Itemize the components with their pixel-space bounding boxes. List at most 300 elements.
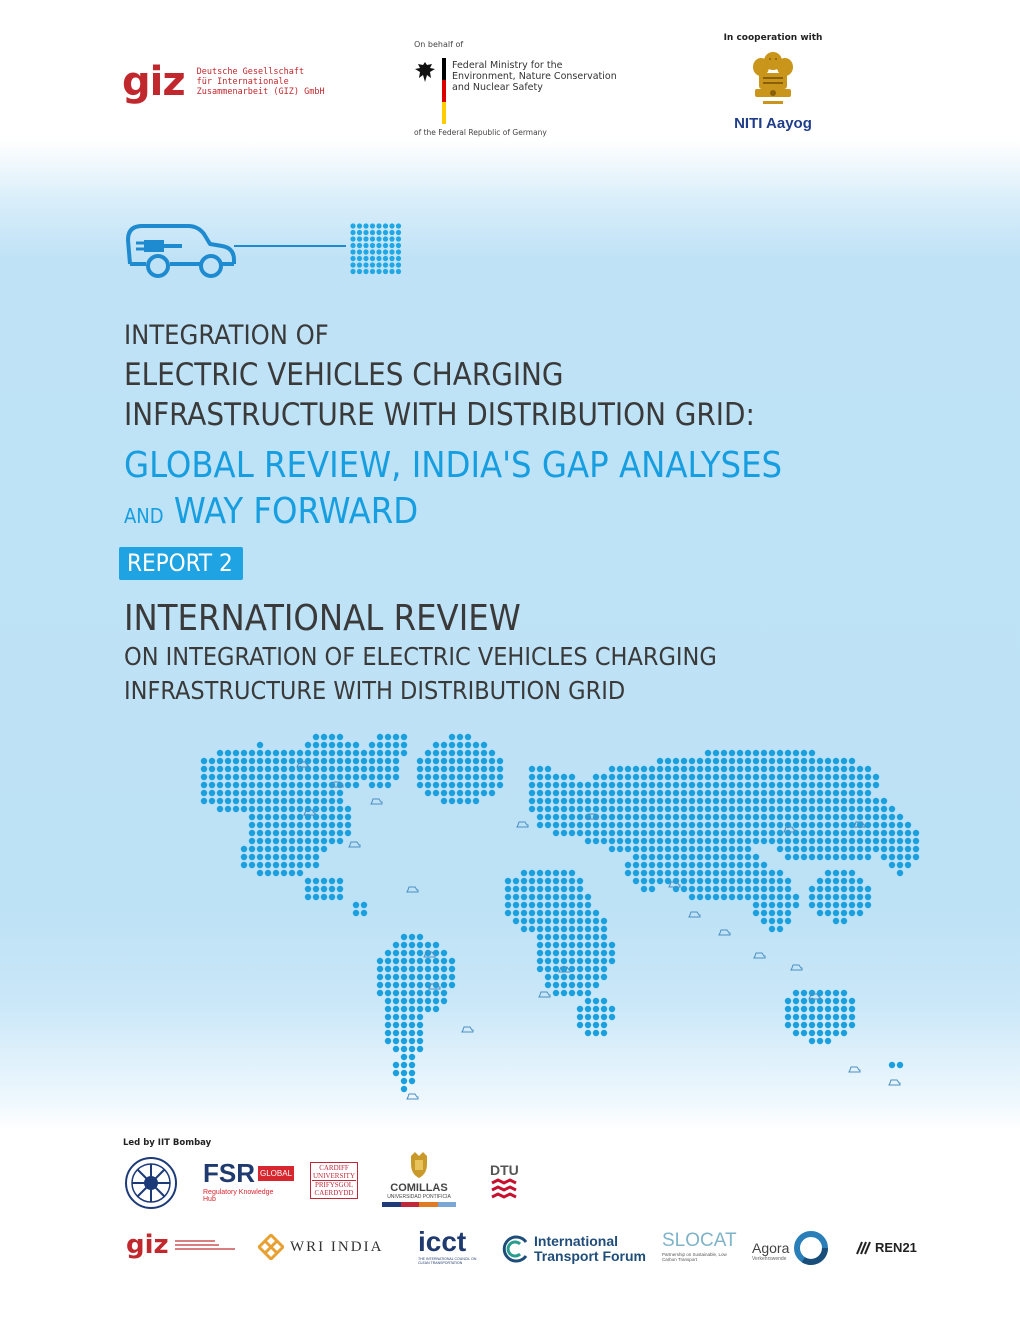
map-dot (593, 926, 599, 932)
map-dot (521, 870, 527, 876)
map-dot (825, 894, 831, 900)
map-dot (857, 910, 863, 916)
map-dot (225, 806, 231, 812)
map-dot (537, 950, 543, 956)
grid-dot (350, 230, 355, 235)
map-dot (529, 790, 535, 796)
map-dot (905, 846, 911, 852)
map-dot (801, 790, 807, 796)
map-dot (601, 830, 607, 836)
map-dot (825, 758, 831, 764)
map-dot (625, 798, 631, 804)
map-dot (385, 766, 391, 772)
map-dot (873, 798, 879, 804)
map-dot (713, 758, 719, 764)
map-dot (377, 742, 383, 748)
map-dot (873, 806, 879, 812)
map-dot (273, 854, 279, 860)
map-dot (817, 894, 823, 900)
map-dot (641, 822, 647, 828)
map-dot (649, 838, 655, 844)
map-dot (473, 782, 479, 788)
map-dot (433, 942, 439, 948)
map-dot (777, 926, 783, 932)
map-dot (705, 822, 711, 828)
map-dot (369, 774, 375, 780)
map-dot (681, 846, 687, 852)
map-dot (753, 838, 759, 844)
map-dot (585, 1014, 591, 1020)
map-dot (241, 806, 247, 812)
map-dot (681, 878, 687, 884)
map-dot (561, 886, 567, 892)
map-dot (545, 918, 551, 924)
map-dot (841, 998, 847, 1004)
map-dot (409, 974, 415, 980)
map-dot (849, 902, 855, 908)
map-dot (809, 838, 815, 844)
map-dot (337, 758, 343, 764)
map-dot (225, 774, 231, 780)
map-dot (697, 838, 703, 844)
map-dot (449, 734, 455, 740)
map-dot (305, 862, 311, 868)
map-dot (793, 902, 799, 908)
map-dot (625, 862, 631, 868)
map-dot (361, 774, 367, 780)
map-dot (793, 990, 799, 996)
map-dot (673, 822, 679, 828)
map-dot (393, 974, 399, 980)
map-dot (881, 854, 887, 860)
map-dot (681, 766, 687, 772)
map-dot (457, 774, 463, 780)
map-dot (385, 998, 391, 1004)
map-dot (449, 798, 455, 804)
map-dot (841, 822, 847, 828)
map-dot (793, 894, 799, 900)
federal-republic-text: of the Federal Republic of Germany (414, 128, 547, 137)
wri-wordmark: WRI INDIA (290, 1238, 384, 1255)
map-dot (337, 742, 343, 748)
grid-dot (389, 262, 394, 267)
niti-aayog-logo (718, 33, 828, 132)
map-dot (809, 886, 815, 892)
map-dot (545, 822, 551, 828)
map-dot (809, 830, 815, 836)
map-dot (761, 774, 767, 780)
title-line-3: INFRASTRUCTURE WITH DISTRIBUTION GRID: (124, 397, 755, 433)
map-dot (689, 862, 695, 868)
map-dot (281, 830, 287, 836)
map-dot (657, 806, 663, 812)
map-dot (441, 950, 447, 956)
map-dot (801, 758, 807, 764)
map-dot (297, 846, 303, 852)
map-dot (729, 774, 735, 780)
map-dot (289, 854, 295, 860)
map-dot (329, 838, 335, 844)
map-dot (569, 774, 575, 780)
map-dot (649, 774, 655, 780)
map-dot (377, 966, 383, 972)
grid-dot (370, 256, 375, 261)
map-dot (769, 894, 775, 900)
map-dot (809, 750, 815, 756)
map-dot (441, 790, 447, 796)
grid-dot (357, 249, 362, 254)
map-dot (377, 782, 383, 788)
map-dot (249, 782, 255, 788)
map-dot (761, 822, 767, 828)
map-dot (761, 806, 767, 812)
map-dot (545, 942, 551, 948)
map-dot (625, 814, 631, 820)
map-dot (673, 870, 679, 876)
map-dot (457, 798, 463, 804)
map-dot (833, 766, 839, 772)
map-dot (337, 894, 343, 900)
map-dot (249, 774, 255, 780)
map-dot (257, 830, 263, 836)
map-dot (585, 982, 591, 988)
map-dot (337, 878, 343, 884)
map-dot (401, 958, 407, 964)
map-dot (257, 838, 263, 844)
map-dot (633, 870, 639, 876)
map-dot (537, 774, 543, 780)
map-dot (417, 1014, 423, 1020)
map-dot (497, 782, 503, 788)
agora-wordmark: Agora (752, 1240, 790, 1256)
map-dot (785, 750, 791, 756)
map-dot (729, 814, 735, 820)
map-dot (433, 790, 439, 796)
map-dot (465, 782, 471, 788)
map-dot (849, 854, 855, 860)
map-dot (657, 814, 663, 820)
map-dot (265, 830, 271, 836)
map-dot (713, 870, 719, 876)
map-dot (321, 742, 327, 748)
map-dot (401, 966, 407, 972)
map-dot (481, 782, 487, 788)
map-dot (889, 806, 895, 812)
map-car-icon (791, 965, 802, 970)
map-dot (593, 934, 599, 940)
map-dot (641, 870, 647, 876)
map-car-icon (349, 842, 360, 847)
map-dot (729, 878, 735, 884)
map-dot (321, 774, 327, 780)
map-dot (817, 782, 823, 788)
map-dot (913, 830, 919, 836)
giz-logo (122, 59, 325, 105)
map-dot (625, 838, 631, 844)
map-dot (313, 878, 319, 884)
map-dot (521, 886, 527, 892)
map-dot (681, 870, 687, 876)
map-dot (313, 774, 319, 780)
map-dot (753, 758, 759, 764)
map-dot (353, 742, 359, 748)
map-dot (713, 830, 719, 836)
map-dot (777, 918, 783, 924)
map-dot (281, 806, 287, 812)
map-dot (537, 910, 543, 916)
map-dot (737, 758, 743, 764)
map-dot (345, 766, 351, 772)
map-dot (577, 806, 583, 812)
map-dot (761, 838, 767, 844)
map-dot (593, 838, 599, 844)
map-dot (889, 814, 895, 820)
map-dot (633, 862, 639, 868)
map-dot (265, 758, 271, 764)
map-dot (777, 758, 783, 764)
grid-dot (363, 269, 368, 274)
map-dot (865, 806, 871, 812)
map-car-icon (517, 822, 528, 827)
map-dot (897, 862, 903, 868)
map-dot (721, 822, 727, 828)
map-dot (617, 846, 623, 852)
map-dot (249, 758, 255, 764)
map-dot (409, 1006, 415, 1012)
map-dot (233, 790, 239, 796)
map-dot (577, 822, 583, 828)
map-dot (761, 886, 767, 892)
map-dot (809, 1038, 815, 1044)
map-dot (785, 766, 791, 772)
map-dot (817, 1006, 823, 1012)
map-dot (313, 798, 319, 804)
map-dot (377, 766, 383, 772)
map-dot (649, 862, 655, 868)
map-dot (753, 814, 759, 820)
map-dot (641, 886, 647, 892)
map-car-icon (407, 1094, 418, 1099)
map-dot (745, 886, 751, 892)
map-dot (297, 822, 303, 828)
map-dot (905, 854, 911, 860)
comillas-wordmark: COMILLAS (390, 1182, 448, 1194)
map-dot (393, 750, 399, 756)
map-dot (665, 766, 671, 772)
map-dot (409, 1062, 415, 1068)
map-dot (337, 838, 343, 844)
grid-dot (383, 223, 388, 228)
map-dot (729, 758, 735, 764)
map-dot (457, 734, 463, 740)
map-dot (529, 886, 535, 892)
map-dot (841, 886, 847, 892)
map-dot (833, 782, 839, 788)
map-dot (217, 782, 223, 788)
map-dot (545, 782, 551, 788)
map-dot (897, 846, 903, 852)
map-dot (601, 918, 607, 924)
map-dot (625, 790, 631, 796)
map-dot (793, 830, 799, 836)
giz-full-name: Deutsche Gesellschaft für Internationale Zusammenarbeit (GIZ) GmbH (196, 67, 325, 97)
map-dot (721, 814, 727, 820)
map-dot (841, 758, 847, 764)
grid-dot (383, 243, 388, 248)
map-dot (257, 822, 263, 828)
map-dot (793, 822, 799, 828)
map-dot (785, 782, 791, 788)
map-dot (697, 758, 703, 764)
map-dot (449, 774, 455, 780)
map-dot (257, 782, 263, 788)
grid-dot (350, 262, 355, 267)
map-dot (857, 806, 863, 812)
map-dot (601, 838, 607, 844)
map-dot (601, 814, 607, 820)
grid-dot (383, 269, 388, 274)
map-dot (721, 790, 727, 796)
map-dot (513, 918, 519, 924)
map-dot (257, 774, 263, 780)
map-dot (385, 1030, 391, 1036)
map-dot (321, 766, 327, 772)
map-dot (905, 822, 911, 828)
map-dot (513, 886, 519, 892)
map-dot (409, 950, 415, 956)
map-dot (233, 774, 239, 780)
grid-dot (389, 243, 394, 248)
map-dot (769, 798, 775, 804)
map-dot (593, 918, 599, 924)
map-dot (281, 854, 287, 860)
map-dot (585, 830, 591, 836)
map-dot (417, 998, 423, 1004)
map-dot (809, 766, 815, 772)
map-dot (721, 870, 727, 876)
map-dot (825, 822, 831, 828)
map-dot (329, 758, 335, 764)
map-dot (633, 878, 639, 884)
map-dot (529, 782, 535, 788)
map-dot (673, 830, 679, 836)
map-dot (833, 1014, 839, 1020)
fsr-global-tag: GLOBAL (258, 1166, 294, 1181)
map-dot (273, 766, 279, 772)
map-dot (553, 894, 559, 900)
map-dot (593, 910, 599, 916)
map-dot (537, 958, 543, 964)
map-dot (321, 814, 327, 820)
map-dot (833, 814, 839, 820)
map-dot (577, 958, 583, 964)
map-dot (729, 766, 735, 772)
map-dot (609, 790, 615, 796)
map-dot (513, 902, 519, 908)
map-dot (545, 886, 551, 892)
map-car-icon (539, 992, 550, 997)
map-dot (305, 878, 311, 884)
map-dot (577, 934, 583, 940)
map-dot (233, 766, 239, 772)
map-dot (769, 782, 775, 788)
map-dot (761, 862, 767, 868)
map-dot (529, 774, 535, 780)
map-dot (633, 774, 639, 780)
map-dot (585, 806, 591, 812)
map-dot (705, 758, 711, 764)
map-dot (537, 782, 543, 788)
map-dot (841, 902, 847, 908)
map-dot (409, 1022, 415, 1028)
map-dot (233, 806, 239, 812)
map-dot (281, 758, 287, 764)
map-dot (689, 782, 695, 788)
map-dot (633, 798, 639, 804)
map-dot (521, 926, 527, 932)
map-dot (865, 798, 871, 804)
map-dot (553, 782, 559, 788)
map-dot (329, 830, 335, 836)
map-dot (289, 790, 295, 796)
map-dot (385, 750, 391, 756)
map-dot (553, 822, 559, 828)
map-dot (769, 926, 775, 932)
map-dot (577, 982, 583, 988)
map-dot (337, 806, 343, 812)
map-dot (401, 998, 407, 1004)
map-dot (353, 758, 359, 764)
map-dot (681, 854, 687, 860)
map-dot (777, 822, 783, 828)
map-dot (321, 782, 327, 788)
map-dot (281, 822, 287, 828)
map-dot (537, 894, 543, 900)
map-dot (761, 894, 767, 900)
map-dot (801, 990, 807, 996)
map-dot (841, 910, 847, 916)
map-dot (817, 1022, 823, 1028)
map-dot (609, 782, 615, 788)
map-dot (697, 870, 703, 876)
map-dot (401, 974, 407, 980)
map-dot (569, 878, 575, 884)
map-dot (745, 766, 751, 772)
map-dot (713, 790, 719, 796)
grid-dot (350, 249, 355, 254)
map-dot (585, 1030, 591, 1036)
bmu-name: Federal Ministry for the Environment, Nature Conservation and Nuclear Safety (452, 60, 617, 93)
map-dot (593, 998, 599, 1004)
map-car-icon (689, 912, 700, 917)
map-dot (793, 854, 799, 860)
map-dot (241, 798, 247, 804)
map-dot (305, 854, 311, 860)
map-dot (721, 766, 727, 772)
map-dot (785, 830, 791, 836)
fsr-global-logo (203, 1158, 293, 1203)
map-dot (585, 926, 591, 932)
map-dot (545, 910, 551, 916)
map-dot (409, 990, 415, 996)
map-dot (249, 806, 255, 812)
map-dot (665, 854, 671, 860)
map-dot (505, 878, 511, 884)
map-dot (265, 838, 271, 844)
map-dot (809, 822, 815, 828)
map-dot (449, 742, 455, 748)
map-dot (257, 766, 263, 772)
